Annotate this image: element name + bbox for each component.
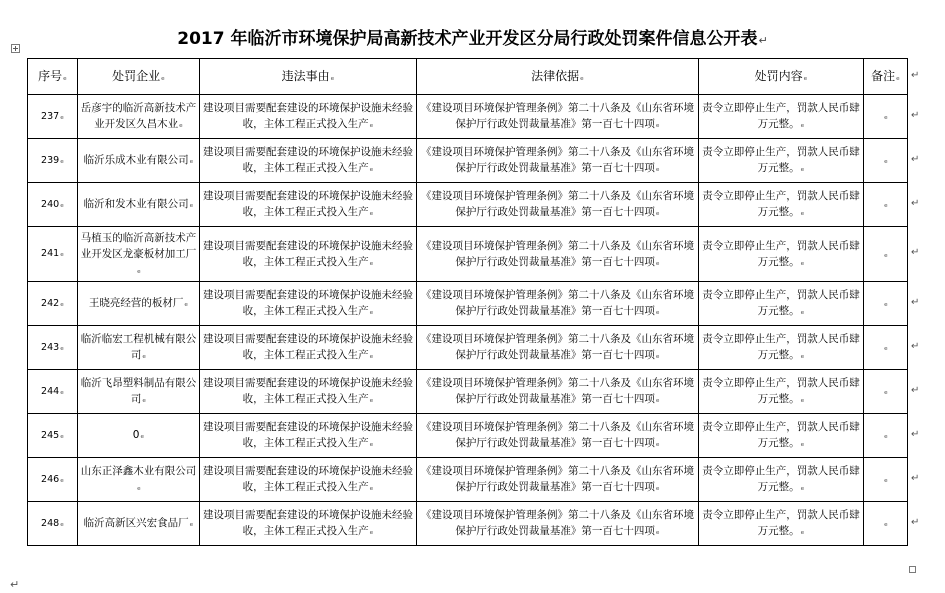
cell-reason-text: 建设项目需要配套建设的环境保护设施未经验收，主体工程正式投入生产: [203, 465, 413, 493]
cell-penalty[interactable]: [699, 370, 864, 414]
cell-company[interactable]: [78, 139, 200, 183]
cell-basis-text: 《建设项目环境保护管理条例》第二十八条及《山东省环境保护厅行政处罚裁量基准》第一百七十四项: [421, 102, 694, 130]
cell-mark: ₑ: [60, 430, 64, 441]
cell-note[interactable]: [864, 458, 908, 502]
cell-mark: ₑ: [369, 395, 374, 405]
table-row: [28, 227, 908, 282]
cell-no[interactable]: [28, 139, 78, 183]
cell-mark: ₑ: [60, 199, 64, 210]
cell-penalty-text: 责令立即停止生产，罚款人民币肆万元整。: [702, 102, 860, 130]
cell-reason[interactable]: [200, 414, 417, 458]
cell-mark: ₑ: [60, 111, 64, 122]
header-penalty-label: 处罚内容: [754, 68, 803, 83]
cell-basis-text: 《建设项目环境保护管理条例》第二十八条及《山东省环境保护厅行政处罚裁量基准》第一百七十四项: [421, 421, 694, 449]
cell-mark: ₑ: [884, 475, 888, 485]
cell-mark: ₑ: [60, 474, 64, 485]
cell-mark: ₑ: [179, 120, 183, 130]
cell-mark: ₑ: [896, 72, 900, 83]
cell-company[interactable]: [78, 502, 200, 546]
cell-mark: ₑ: [884, 249, 888, 260]
cell-note[interactable]: [864, 326, 908, 370]
cell-mark: ₑ: [655, 439, 660, 449]
cell-company[interactable]: [78, 414, 200, 458]
cell-mark: ₑ: [884, 431, 888, 441]
cell-no-text: 240: [41, 198, 60, 210]
cell-reason[interactable]: [200, 183, 417, 227]
end-paragraph-mark: ↵: [10, 578, 20, 591]
cell-basis[interactable]: [417, 227, 699, 282]
cell-mark: ₑ: [580, 72, 584, 83]
header-reason: [200, 59, 417, 95]
cell-mark: ₑ: [800, 527, 805, 537]
cell-note[interactable]: [864, 370, 908, 414]
cell-reason[interactable]: [200, 139, 417, 183]
row-end-mark: ↵: [911, 197, 920, 209]
cell-mark: ₑ: [60, 298, 64, 309]
row-end-mark: ↵: [911, 69, 920, 81]
cell-company-text: 山东正泽鑫木业有限公司: [80, 465, 197, 477]
cell-company[interactable]: [78, 183, 200, 227]
cell-mark: ₑ: [369, 164, 374, 174]
cell-penalty-text: 责令立即停止生产，罚款人民币肆万元整。: [702, 146, 860, 174]
cell-mark: ₑ: [800, 483, 805, 493]
cell-reason[interactable]: [200, 282, 417, 326]
cell-basis[interactable]: [417, 502, 699, 546]
cell-penalty[interactable]: [699, 183, 864, 227]
cell-no-text: 237: [41, 110, 60, 122]
cell-mark: ₑ: [800, 351, 805, 361]
cell-basis[interactable]: [417, 326, 699, 370]
cell-penalty[interactable]: [699, 326, 864, 370]
header-reason-label: 违法事由: [281, 68, 330, 83]
header-company: [78, 59, 200, 95]
cell-mark: ₑ: [369, 208, 374, 218]
cell-mark: ₑ: [800, 164, 805, 174]
header-basis-label: 法律依据: [531, 68, 580, 83]
row-end-mark: ↵: [911, 296, 920, 308]
cell-mark: ₑ: [884, 200, 888, 210]
cell-penalty[interactable]: [699, 414, 864, 458]
cell-basis[interactable]: [417, 282, 699, 326]
cell-basis[interactable]: [417, 183, 699, 227]
cell-reason-text: 建设项目需要配套建设的环境保护设施未经验收，主体工程正式投入生产: [203, 333, 413, 361]
table-move-handle-icon[interactable]: [11, 44, 20, 53]
cell-mark: ₑ: [60, 342, 64, 353]
cell-reason-text: 建设项目需要配套建设的环境保护设施未经验收，主体工程正式投入生产: [203, 377, 413, 405]
cell-mark: ₑ: [884, 387, 888, 397]
cell-basis-text: 《建设项目环境保护管理条例》第二十八条及《山东省环境保护厅行政处罚裁量基准》第一百七十四项: [421, 377, 694, 405]
table-row: [28, 414, 908, 458]
cell-no-text: 241: [41, 248, 60, 259]
cell-penalty[interactable]: [699, 227, 864, 282]
cell-no[interactable]: [28, 95, 78, 139]
header-no: [28, 59, 78, 95]
cell-penalty-text: 责令立即停止生产，罚款人民币肆万元整。: [702, 289, 860, 317]
cell-no-text: 243: [41, 341, 60, 353]
cell-basis[interactable]: [417, 139, 699, 183]
cell-reason[interactable]: [200, 227, 417, 282]
cell-reason[interactable]: [200, 95, 417, 139]
cell-mark: ₑ: [655, 527, 660, 537]
cell-basis-text: 《建设项目环境保护管理条例》第二十八条及《山东省环境保护厅行政处罚裁量基准》第一百七十四项: [421, 333, 694, 361]
header-no-label: 序号: [38, 68, 63, 83]
cell-mark: ₑ: [369, 483, 374, 493]
table-row: [28, 282, 908, 326]
cell-mark: ₑ: [884, 112, 888, 122]
cell-mark: ₑ: [142, 395, 147, 405]
cell-mark: ₑ: [800, 120, 805, 130]
cell-no[interactable]: [28, 502, 78, 546]
cell-penalty[interactable]: [699, 502, 864, 546]
cell-mark: ₑ: [184, 299, 189, 309]
cell-no-text: 248: [41, 517, 60, 529]
cell-company-text: 临沂和发木业有限公司: [83, 198, 189, 210]
table-row: [28, 95, 908, 139]
cell-mark: ₑ: [655, 257, 660, 268]
cell-no-text: 246: [41, 473, 60, 485]
row-end-mark: ↵: [911, 428, 920, 440]
cell-company-text: 0: [132, 429, 140, 441]
cell-mark: ₑ: [142, 351, 147, 361]
cell-note[interactable]: [864, 183, 908, 227]
cell-mark: ₑ: [369, 527, 374, 537]
cell-no[interactable]: [28, 326, 78, 370]
cell-penalty-text: 责令立即停止生产，罚款人民币肆万元整。: [702, 239, 860, 268]
cell-mark: ₑ: [140, 431, 145, 441]
row-end-mark: ↵: [911, 472, 920, 484]
table-row: [28, 370, 908, 414]
cell-penalty[interactable]: [699, 139, 864, 183]
document-title: [0, 24, 945, 49]
cell-company-text: 马植玉的临沂高新技术产业开发区龙豪板材加工厂: [80, 231, 197, 260]
cell-mark: ₑ: [60, 386, 64, 397]
header-basis: [417, 59, 699, 95]
cell-mark: ₑ: [189, 156, 194, 166]
table-row: [28, 502, 908, 546]
cell-mark: ₑ: [369, 120, 374, 130]
row-end-mark: ↵: [911, 516, 920, 528]
cell-mark: ₑ: [800, 307, 805, 317]
cell-no-text: 244: [41, 385, 60, 397]
cell-basis[interactable]: [417, 95, 699, 139]
cell-mark: ₑ: [137, 265, 141, 276]
row-end-mark: ↵: [911, 109, 920, 121]
cell-reason[interactable]: [200, 502, 417, 546]
table-row: [28, 326, 908, 370]
cell-mark: ₑ: [800, 257, 805, 268]
cell-penalty-text: 责令立即停止生产，罚款人民币肆万元整。: [702, 509, 860, 537]
cell-basis[interactable]: [417, 458, 699, 502]
cell-basis-text: 《建设项目环境保护管理条例》第二十八条及《山东省环境保护厅行政处罚裁量基准》第一百七十四项: [421, 239, 694, 268]
cell-mark: ₑ: [655, 208, 660, 218]
cell-company[interactable]: [78, 227, 200, 282]
cell-penalty[interactable]: [699, 282, 864, 326]
cell-note[interactable]: [864, 414, 908, 458]
cell-penalty[interactable]: [699, 95, 864, 139]
cell-basis-text: 《建设项目环境保护管理条例》第二十八条及《山东省环境保护厅行政处罚裁量基准》第一百七十四项: [421, 146, 694, 174]
cell-company-text: 临沂乐成木业有限公司: [83, 154, 189, 166]
cell-no[interactable]: [28, 183, 78, 227]
cell-mark: ₑ: [800, 208, 805, 218]
cell-company-text: 临沂飞昂塑料制品有限公司: [80, 377, 197, 405]
cell-basis[interactable]: [417, 370, 699, 414]
cell-mark: ₑ: [655, 307, 660, 317]
cell-company[interactable]: [78, 95, 200, 139]
penalty-table: [27, 58, 908, 546]
cell-mark: ₑ: [60, 155, 64, 166]
cell-company-text: 岳彦宇的临沂高新技术产业开发区久昌木业: [80, 102, 197, 130]
cell-mark: ₑ: [884, 343, 888, 353]
cell-penalty-text: 责令立即停止生产，罚款人民币肆万元整。: [702, 421, 860, 449]
cell-no[interactable]: [28, 370, 78, 414]
cell-mark: ₑ: [369, 307, 374, 317]
cell-penalty-text: 责令立即停止生产，罚款人民币肆万元整。: [702, 377, 860, 405]
cell-no[interactable]: [28, 227, 78, 282]
cell-reason[interactable]: [200, 370, 417, 414]
cell-penalty[interactable]: [699, 458, 864, 502]
cell-mark: ₑ: [137, 483, 141, 493]
cell-company-text: 临沂高新区兴宏食品厂: [83, 517, 189, 529]
row-end-mark: ↵: [911, 247, 920, 258]
cell-company[interactable]: [78, 282, 200, 326]
cell-company-text: 王晓亮经营的板材厂: [88, 297, 184, 309]
cell-reason-text: 建设项目需要配套建设的环境保护设施未经验收，主体工程正式投入生产: [203, 146, 413, 174]
row-end-mark: ↵: [911, 384, 920, 396]
cell-reason-text: 建设项目需要配套建设的环境保护设施未经验收，主体工程正式投入生产: [203, 421, 413, 449]
document-title-text: 2017 年临沂市环境保护局高新技术产业开发区分局行政处罚案件信息公开表: [177, 29, 758, 49]
cell-penalty-text: 责令立即停止生产，罚款人民币肆万元整。: [702, 333, 860, 361]
cell-no-text: 245: [41, 429, 60, 441]
cell-mark: ₑ: [655, 351, 660, 361]
cell-mark: ₑ: [60, 518, 64, 529]
table-row: [28, 458, 908, 502]
cell-mark: ₑ: [803, 72, 808, 83]
cell-mark: ₑ: [63, 72, 67, 83]
paragraph-mark: ↵: [758, 34, 768, 47]
cell-mark: ₑ: [884, 519, 888, 529]
cell-mark: ₑ: [800, 395, 805, 405]
cell-basis-text: 《建设项目环境保护管理条例》第二十八条及《山东省环境保护厅行政处罚裁量基准》第一百七十四项: [421, 190, 694, 218]
cell-mark: ₑ: [369, 351, 374, 361]
header-penalty: [699, 59, 864, 95]
cell-reason-text: 建设项目需要配套建设的环境保护设施未经验收，主体工程正式投入生产: [203, 289, 413, 317]
cell-mark: ₑ: [655, 164, 660, 174]
cell-mark: ₑ: [884, 299, 888, 309]
cell-mark: ₑ: [655, 483, 660, 493]
cell-no[interactable]: [28, 414, 78, 458]
table-header-row: [28, 59, 908, 95]
cell-reason-text: 建设项目需要配套建设的环境保护设施未经验收，主体工程正式投入生产: [203, 102, 413, 130]
cell-mark: ₑ: [189, 200, 194, 210]
header-note: [864, 59, 908, 95]
cell-no[interactable]: [28, 282, 78, 326]
cell-basis-text: 《建设项目环境保护管理条例》第二十八条及《山东省环境保护厅行政处罚裁量基准》第一百七十四项: [421, 465, 694, 493]
table-row: [28, 183, 908, 227]
cell-company-text: 临沂临宏工程机械有限公司: [80, 333, 197, 361]
cell-mark: ₑ: [800, 439, 805, 449]
cell-mark: ₑ: [655, 120, 660, 130]
cell-note[interactable]: [864, 227, 908, 282]
cell-mark: ₑ: [655, 395, 660, 405]
cell-note[interactable]: [864, 502, 908, 546]
cell-company[interactable]: [78, 326, 200, 370]
cell-reason-text: 建设项目需要配套建设的环境保护设施未经验收，主体工程正式投入生产: [203, 190, 413, 218]
table-body: [28, 95, 908, 546]
cell-basis-text: 《建设项目环境保护管理条例》第二十八条及《山东省环境保护厅行政处罚裁量基准》第一百七十四项: [421, 289, 694, 317]
cell-mark: ₑ: [189, 519, 194, 529]
cell-no-text: 242: [41, 297, 60, 309]
cell-company[interactable]: [78, 458, 200, 502]
cell-mark: ₑ: [884, 156, 888, 166]
cell-company[interactable]: [78, 370, 200, 414]
cell-mark: ₑ: [369, 257, 374, 268]
table-resize-handle-icon[interactable]: [909, 566, 916, 573]
row-end-mark: ↵: [911, 340, 920, 352]
cell-reason[interactable]: [200, 458, 417, 502]
cell-basis[interactable]: [417, 414, 699, 458]
cell-mark: ₑ: [369, 439, 374, 449]
cell-note[interactable]: [864, 139, 908, 183]
cell-penalty-text: 责令立即停止生产，罚款人民币肆万元整。: [702, 190, 860, 218]
row-end-mark: ↵: [911, 153, 920, 165]
cell-reason[interactable]: [200, 326, 417, 370]
cell-mark: ₑ: [161, 72, 165, 83]
cell-note[interactable]: [864, 282, 908, 326]
cell-basis-text: 《建设项目环境保护管理条例》第二十八条及《山东省环境保护厅行政处罚裁量基准》第一百七十四项: [421, 509, 694, 537]
cell-note[interactable]: [864, 95, 908, 139]
cell-no[interactable]: [28, 458, 78, 502]
header-note-label: 备注: [871, 68, 896, 83]
cell-no-text: 239: [41, 154, 60, 166]
table-row: [28, 139, 908, 183]
cell-reason-text: 建设项目需要配套建设的环境保护设施未经验收，主体工程正式投入生产: [203, 239, 413, 268]
cell-mark: ₑ: [330, 72, 335, 83]
cell-penalty-text: 责令立即停止生产，罚款人民币肆万元整。: [702, 465, 860, 493]
cell-mark: ₑ: [60, 249, 64, 259]
header-company-label: 处罚企业: [112, 68, 161, 83]
cell-reason-text: 建设项目需要配套建设的环境保护设施未经验收，主体工程正式投入生产: [203, 509, 413, 537]
